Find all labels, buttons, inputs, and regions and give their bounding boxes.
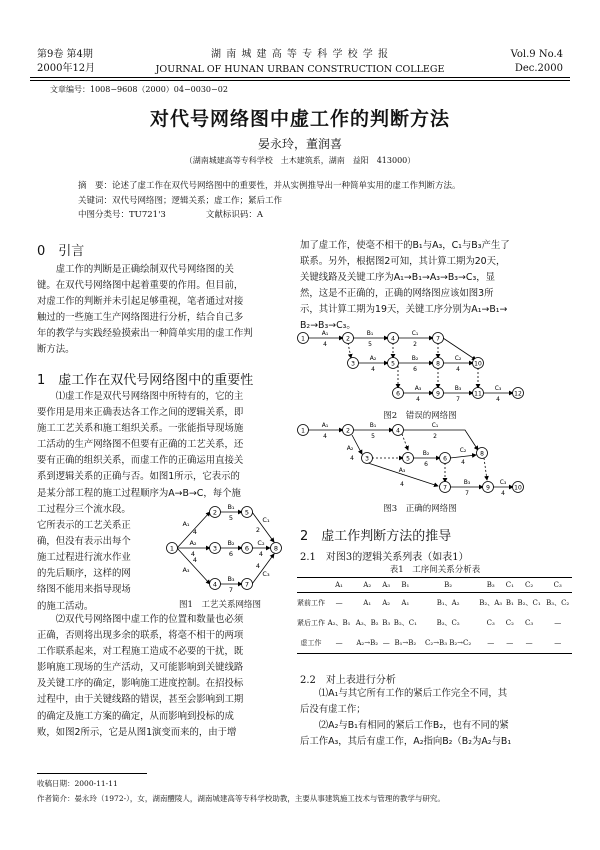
fig3-arrow xyxy=(352,435,362,454)
table-cell: C₂ xyxy=(505,619,514,627)
table-cell: — xyxy=(477,633,505,654)
fig2-label: A₁ xyxy=(321,330,329,337)
fig3-label: A₃ xyxy=(398,467,406,474)
fig1-node-number: 6 xyxy=(244,544,250,553)
table-cell: B₃、C₂ xyxy=(546,599,570,607)
fig2-label: B₁ xyxy=(366,330,374,337)
fig3-label: A₁ xyxy=(321,422,329,429)
text-line: 示，其计算工期为19天，关键工序分别为A₁→B₁→ xyxy=(300,304,508,316)
affiliation: （湖南城建高等专科学校 土木建筑系，湖南 益阳 413000） xyxy=(184,156,416,165)
table-cell: C₂→B₃ B₂→C₂ xyxy=(420,633,477,654)
text-line: 工活动的生产网络图不但要有正确的工艺关系，还 xyxy=(37,439,244,451)
table-cell: — xyxy=(515,633,544,654)
abstract xyxy=(78,180,461,192)
fig1-label: B₂ xyxy=(227,539,235,547)
fig3-label: A₂ xyxy=(346,445,354,452)
text-line: 然，这是不正确的，正确的网络图应该如图3所 xyxy=(300,288,494,300)
fig3-node-number: 4 xyxy=(396,427,400,435)
fig1-label: C₁ xyxy=(262,516,270,524)
abstract-label: 摘 要： xyxy=(78,181,113,191)
table-row xyxy=(297,613,572,633)
table-row xyxy=(297,633,572,654)
text-line: 键。在双代号网络图中起着重要的作用。但目前， xyxy=(37,280,244,292)
fig1-label: 4 xyxy=(192,556,198,564)
fig3-label: C₁ xyxy=(431,422,439,429)
text-line: 败，如图2所示，它是从图1演变而来的，由于增 xyxy=(37,726,237,738)
fig3-node-number: 10 xyxy=(514,484,522,492)
text-line: 正确，否则将出现多余的联系，将毫不相干的两项 xyxy=(37,630,244,642)
journal-en: JOURNAL OF HUNAN URBAN CONSTRUCTION COLLEGE xyxy=(155,64,445,75)
fig2-label: C₃ xyxy=(494,385,502,392)
text-line: 联系。另外，根据图2可知，其计算工期为20天， xyxy=(300,256,506,268)
fig2-node-number: 9 xyxy=(436,390,440,398)
table-cell: B₂、A₃ xyxy=(479,599,503,607)
table-header-cell xyxy=(297,578,325,593)
text-line: 它所表示的工艺关系正 xyxy=(37,520,131,532)
text-line: B₂→B₃→C₃。 xyxy=(300,320,356,332)
table-cell: — xyxy=(505,633,515,654)
table-header-cell: A₁ xyxy=(325,578,353,593)
fig2-label: 5 xyxy=(368,341,372,348)
table-row xyxy=(297,593,572,614)
figure-3 xyxy=(290,420,530,500)
text-line: 要作用是用来正确表达各工作之间的逻辑关系，即 xyxy=(37,407,244,419)
subsection-2-1-heading: 2.1 对图3的逻辑关系列表（如表1） xyxy=(300,552,469,563)
fig2-label: 2 xyxy=(413,341,417,348)
figure-3-caption: 图3 正确的网络图 xyxy=(383,504,457,514)
text-line: 影响施工现场的生产活动，又可能影响到关键线路 xyxy=(37,662,244,674)
table-header-cell: C₂ xyxy=(515,578,544,593)
fig2-label: 4 xyxy=(371,366,375,373)
fig1-label: 6 xyxy=(228,550,234,558)
fig3-node-number: 1 xyxy=(301,427,305,435)
table-header-cell: B₃ xyxy=(477,578,505,593)
table-header-cell: B₂ xyxy=(420,578,477,593)
fig3-label: B₁ xyxy=(369,422,377,429)
fig3-label: 4 xyxy=(461,459,465,466)
table-cell: B₃、C₂ xyxy=(436,619,460,627)
table-header-cell: A₃ xyxy=(381,578,391,593)
right-column-body xyxy=(300,238,572,335)
fig2-node-number: 1 xyxy=(301,335,305,343)
section-1-wrap xyxy=(37,502,152,615)
article-number: 文章编号：1008−9608（2000）04−0030−02 xyxy=(50,85,228,94)
classification xyxy=(78,209,263,221)
fig3-node-number: 3 xyxy=(365,455,369,463)
fig1-node-number: 8 xyxy=(273,544,279,553)
fig1-label: C₃ xyxy=(262,570,270,578)
fig2-node-number: 5 xyxy=(391,360,395,368)
table-cell: A₂ xyxy=(382,599,391,607)
table-row-label: 虚工作 xyxy=(297,633,325,654)
table-cell: C₃ xyxy=(525,619,534,627)
text-line: ⑵双代号网络图中虚工作的位置和数量也必须 xyxy=(55,614,244,625)
fig3-node-number: 6 xyxy=(443,455,447,463)
table-cell: B₁、A₂ xyxy=(436,599,460,607)
fig2-label: 4 xyxy=(456,366,460,373)
text-line: 工作联系起来，对工程施工造成不必要的干扰，既 xyxy=(37,646,244,658)
fig1-label: A₁ xyxy=(182,520,190,528)
date-cn: 2000年12月 xyxy=(37,63,96,74)
text-line: ⑴A₁与其它所有工作的紧后工作完全不同，其 xyxy=(318,688,508,699)
fig2-node-number: 3 xyxy=(351,360,355,368)
fig1-node-number: 7 xyxy=(244,580,250,589)
fig3-arrow xyxy=(403,430,478,450)
fig1-node-number: 3 xyxy=(212,544,218,553)
doc-code-label: 文献标识码： xyxy=(205,210,257,220)
table-cell: A₂→B₂ xyxy=(353,633,381,654)
header-rule xyxy=(30,77,570,78)
table-cell: B₂、C₁ xyxy=(393,619,417,627)
fig3-label: B₃ xyxy=(463,479,471,486)
fig2-label: 6 xyxy=(413,366,417,373)
text-line: 后工作A₃，其后有虚工作，A₂指向B₂（B₂为A₂与B₁ xyxy=(300,736,512,748)
fig3-label: 4 xyxy=(323,433,327,440)
class-label: 中图分类号： xyxy=(78,210,130,220)
date-en: Dec.2000 xyxy=(514,63,563,74)
table-header-cell: C₁ xyxy=(505,578,515,593)
fig2-label: C₁ xyxy=(411,330,419,337)
text-line: 络图不能用来指导现场 xyxy=(37,584,131,596)
section-0-heading: 0 引言 xyxy=(37,244,85,259)
authors: 晏永玲，董润喜 xyxy=(257,137,342,151)
table-cell: A₃、B₂ xyxy=(355,619,379,627)
table-row-label: 紧后工作 xyxy=(297,619,325,627)
fig1-label: 7 xyxy=(228,586,234,594)
table-cell: — xyxy=(543,633,572,654)
table-cell: A₁ xyxy=(401,599,410,607)
fig1-label: 2 xyxy=(255,526,261,534)
footnote-rule xyxy=(37,773,147,774)
fig3-label: 2 xyxy=(433,433,437,440)
text-line: ⑴虚工作是双代号网络图中所特有的，它的主 xyxy=(55,391,244,402)
author-bio: 作者简介：晏永玲（1972-），女，湖南醴陵人，湖南城建高等专科学校助教，主要从事建筑施工技术与管理的教学与研究。 xyxy=(37,794,445,803)
figure-2-caption: 图2 错误的网络图 xyxy=(383,411,457,421)
keywords-text: 双代号网络图；逻辑关系；虚工作；紧后工作 xyxy=(112,196,283,206)
text-line: 要有正确的组织关系，而虚工作的正确运用直接关 xyxy=(37,455,244,467)
fig2-node-number: 11 xyxy=(474,390,482,398)
doc-code: A xyxy=(256,210,263,220)
text-line: 对虚工作的判断并未引起足够重视，笔者通过对接 xyxy=(37,296,244,308)
table-cell: B₁→B₂ xyxy=(391,633,420,654)
keywords-label: 关键词： xyxy=(78,196,113,206)
fig2-label: 4 xyxy=(496,396,500,403)
fig3-label: 7 xyxy=(465,490,469,497)
header-rule-2 xyxy=(30,80,570,81)
fig1-label: 4 xyxy=(255,562,261,570)
fig3-label: C₂ xyxy=(459,447,467,454)
fig2-node-number: 10 xyxy=(474,360,482,368)
section-2-heading: 2 虚工作判断方法的推导 xyxy=(300,529,452,544)
table-header-row xyxy=(297,578,572,593)
fig1-label: 4 xyxy=(258,550,264,558)
fig2-label: B₂ xyxy=(411,355,419,362)
text-line: 断方法。 xyxy=(37,344,75,356)
text-line: 施工过程进行流水作业 xyxy=(37,552,131,564)
fig2-node-number: 2 xyxy=(346,335,350,343)
fig2-label: A₃ xyxy=(414,385,422,392)
table-cell: A₁ xyxy=(363,599,372,607)
fig2-label: 7 xyxy=(456,396,460,403)
table-header-cell: C₃ xyxy=(543,578,572,593)
table-header-cell: A₂ xyxy=(353,578,381,593)
section-1-heading: 1 虚工作在双代号网络图中的重要性 xyxy=(37,373,254,388)
fig1-label: B₁ xyxy=(227,503,235,511)
table-cell: C₃ xyxy=(486,619,495,627)
fig1-node-number: 2 xyxy=(212,508,218,517)
text-line: 触过的一些施工生产网络图进行分析，结合自己多 xyxy=(37,312,244,324)
fig3-label: B₂ xyxy=(422,450,430,457)
keywords xyxy=(78,195,282,207)
fig2-node-number: 8 xyxy=(436,360,440,368)
text-line: 及关键工序的确定，影响施工进度控制。在招投标 xyxy=(37,678,244,690)
fig1-label: 5 xyxy=(228,514,234,522)
table-cell: — xyxy=(325,633,353,654)
fig1-node-number: 4 xyxy=(212,580,218,589)
fig2-node-number: 6 xyxy=(396,390,400,398)
fig1-label: C₂ xyxy=(257,539,265,547)
text-line: 加了虚工作，使毫不相干的B₁与A₃，C₁与B₃产生了 xyxy=(300,240,510,251)
text-line: 施工工艺关系和施工组织关系。一张能指导现场施 xyxy=(37,423,244,435)
fig1-node-number: 5 xyxy=(244,508,250,517)
fig2-label: B₃ xyxy=(454,385,462,392)
volume-cn: 第9卷 第4期 xyxy=(37,49,93,60)
fig3-arrow xyxy=(450,455,476,458)
fig1-label: A₃ xyxy=(182,566,190,574)
text-line: 是某分部工程的施工过程顺序为A→B→C，每个施 xyxy=(37,487,241,499)
fig3-node-number: 5 xyxy=(406,455,410,463)
journal-cn: 湖 南 城 建 高 等 专 科 学 校 学 报 xyxy=(211,49,389,60)
table-cell: — xyxy=(381,633,391,654)
section-1-body xyxy=(37,389,282,502)
class-number: TU721'3 xyxy=(129,210,166,220)
fig3-label: 4 xyxy=(400,481,404,488)
table-cell: — xyxy=(554,619,562,627)
fig1-label: A₂ xyxy=(189,539,197,547)
fig3-label: 4 xyxy=(501,490,505,497)
received-date: 收稿日期：2000-11-11 xyxy=(37,779,118,788)
fig3-node-number: 9 xyxy=(486,484,490,492)
section-0-body xyxy=(37,262,282,359)
fig3-dummy-arrow xyxy=(484,458,487,480)
text-line: 确，但没有表示出每个 xyxy=(37,536,131,548)
fig3-dummy-arrow xyxy=(402,434,408,450)
abstract-text: 论述了虚工作在双代号网络图中的重要性，并从实例推导出一种简单实用的虚工作判断方法。 xyxy=(112,181,461,191)
figure-1 xyxy=(150,500,285,598)
fig3-label: 4 xyxy=(350,455,354,462)
fig2-label: 4 xyxy=(323,341,327,348)
text-line: 工过程分三个流水段。 xyxy=(37,504,131,515)
fig2-node-number: 7 xyxy=(436,335,440,343)
fig2-node-number: 12 xyxy=(514,390,522,398)
text-line: 后没有虚工作； xyxy=(300,704,366,716)
fig2-node-number: 4 xyxy=(391,335,395,343)
text-line: 年的教学与实践经验摸索出一种简单实用的虚工作判 xyxy=(37,328,253,340)
figure-2 xyxy=(290,330,538,408)
page-title: 对代号网络图中虚工作的判断方法 xyxy=(149,108,450,130)
text-line: 关键线路及关键工序为A₁→B₁→A₃→B₃→C₃，显 xyxy=(300,272,495,284)
fig1-label: 4 xyxy=(190,550,196,558)
text-line: 系到逻辑关系的正确与否。如图1所示，它表示的 xyxy=(37,471,240,483)
text-line: ⑵A₂与B₁有相同的紧后工作B₂，也有不同的紧 xyxy=(318,720,509,732)
fig1-node-number: 1 xyxy=(169,544,175,553)
table-header-cell: B₁ xyxy=(391,578,420,593)
fig3-node-number: 2 xyxy=(346,427,350,435)
subsection-2-2-heading: 2.2 对上表进行分析 xyxy=(300,675,396,686)
fig3-label: 6 xyxy=(424,461,428,468)
fig2-dummy-arrow xyxy=(348,343,351,358)
text-line: 的确定及施工方案的确定，从而影响到投标的成 xyxy=(37,710,234,722)
fig3-node-number: 8 xyxy=(480,450,484,458)
section-2-body xyxy=(300,686,572,750)
table-1 xyxy=(297,577,572,654)
table-1-caption: 表1 工序间关系分析表 xyxy=(389,565,481,575)
table-cell: B₂、C₁ xyxy=(517,599,541,607)
fig1-label: 4 xyxy=(192,528,198,536)
fig2-label: C₂ xyxy=(454,355,462,362)
fig1-label: B₃ xyxy=(227,575,235,583)
fig2-label: 4 xyxy=(416,396,420,403)
table-row-label: 紧前工作 xyxy=(297,599,325,607)
fig3-label: 5 xyxy=(371,433,375,440)
fig3-node-number: 7 xyxy=(443,484,447,492)
fig2-label: A₂ xyxy=(369,355,377,362)
text-line: 过程中，由于关键线路的错误，甚至会影响到工期 xyxy=(37,694,244,706)
table-cell: — xyxy=(335,599,343,607)
text-line: 的施工活动。 xyxy=(37,600,94,612)
volume-en: Vol.9 No.4 xyxy=(510,49,563,60)
table-cell: A₂、B₁ xyxy=(327,619,351,627)
text-line: 的先后顺序，这样的网 xyxy=(37,568,131,580)
section-1-continued xyxy=(37,612,282,741)
figure-1-caption: 图1 工艺关系网络图 xyxy=(179,600,261,610)
table-cell: B₁ xyxy=(505,599,514,607)
text-line: 虚工作的判断是正确绘制双代号网络图的关 xyxy=(55,264,234,275)
fig3-label: C₃ xyxy=(499,479,507,486)
table-cell: B₃ xyxy=(382,619,391,627)
